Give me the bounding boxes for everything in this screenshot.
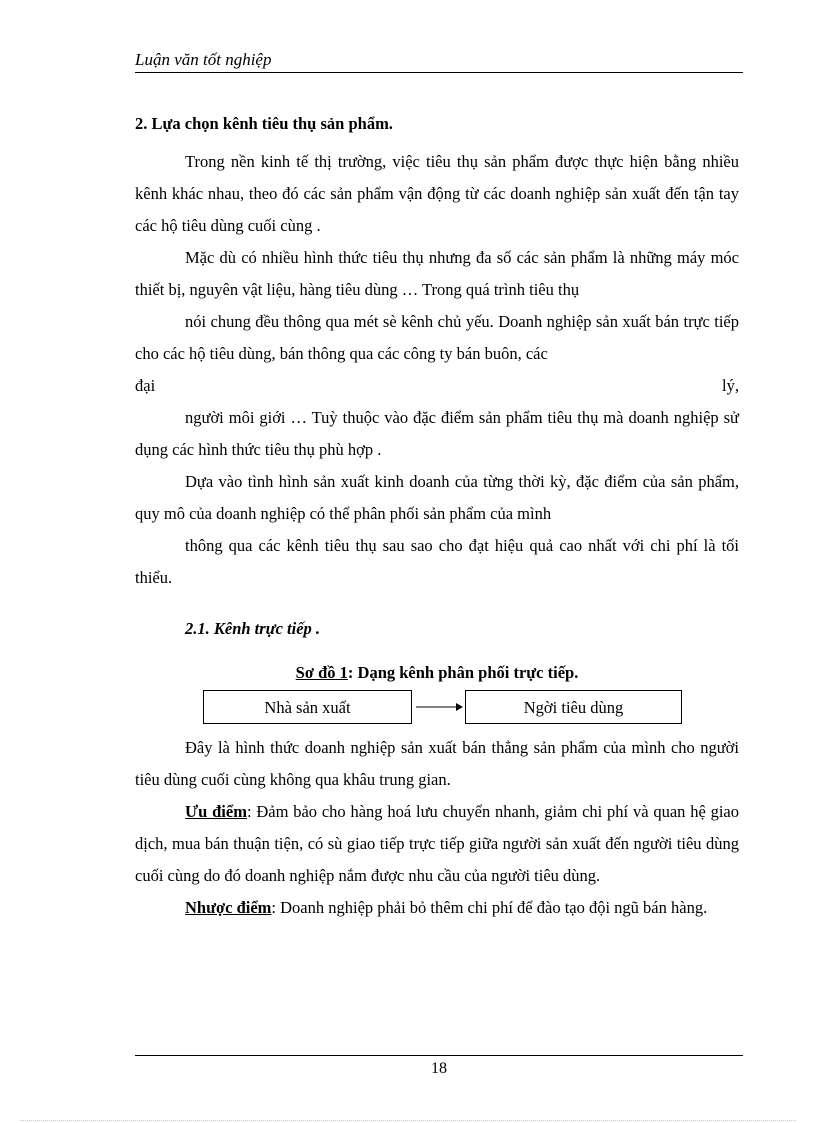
paragraph-3: nói chung đều thông qua mét sè kênh chủ yếu. Doanh nghiệp sản xuất bán trực tiếp cho các hộ tiêu dùng, bán thông qua các công ty bán buôn, các xyxy=(135,312,739,363)
channel-diagram xyxy=(135,690,739,730)
disadvantages-paragraph xyxy=(135,892,739,924)
paragraph-4: người môi giới … Tuỳ thuộc vào đặc điểm sản phẩm tiêu thụ mà doanh nghiệp sử dụng các hình thức tiêu thụ phù hợp . xyxy=(135,408,739,459)
line-right-word: lý, xyxy=(722,376,739,395)
producer-box xyxy=(203,690,412,724)
page-header xyxy=(135,48,743,73)
justified-line xyxy=(135,370,739,402)
caption-text: : Dạng kênh phân phối trực tiếp. xyxy=(347,663,579,682)
paragraph-6: thông qua các kênh tiêu thụ sau sao cho đạt hiệu quả cao nhất với chi phí là tối thiểu. xyxy=(135,536,739,587)
line-left-word: đại xyxy=(135,376,156,395)
advantages-paragraph xyxy=(135,796,739,892)
page-number: 18 xyxy=(431,1060,447,1077)
page-edge-divider xyxy=(20,1120,796,1121)
producer-label: Nhà sản xuất xyxy=(264,698,351,717)
advantages-label: Ưu điểm xyxy=(185,802,247,821)
disadvantages-label: Nhược điểm xyxy=(185,898,272,917)
disadvantages-text: : Doanh nghiệp phải bỏ thêm chi phí để đào tạo đội ngũ bán hàng. xyxy=(271,898,708,917)
diagram-caption xyxy=(135,658,739,688)
caption-label: Sơ đồ 1 xyxy=(295,663,348,682)
section-heading: 2. Lựa chọn kênh tiêu thụ sản phẩm. xyxy=(135,114,393,133)
subsection-heading: 2.1. Kênh trực tiếp . xyxy=(185,619,321,638)
paragraph-2: Mặc dù có nhiều hình thức tiêu thụ nhưng đa số các sản phẩm là những máy móc thiết bị, nguyên vật liệu, hàng tiêu dùng … Trong quá trình tiêu thụ xyxy=(135,248,739,299)
page-content xyxy=(135,112,739,924)
paragraph-1: Trong nền kinh tế thị trường, việc tiêu thụ sản phẩm được thực hiện bằng nhiều kênh khác nhau, theo đó các sản phẩm vận động từ các doanh nghiệp sản xuất đến tận tay các hộ tiêu dùng cuối cùng . xyxy=(135,152,739,235)
paragraph-5: Dựa vào tình hình sản xuất kinh doanh của từng thời kỳ, đặc điểm của sản phẩm, quy mô của doanh nghiệp có thể phân phối sản phẩm của mình xyxy=(135,472,739,523)
arrow-right-icon xyxy=(414,694,464,720)
consumer-box xyxy=(465,690,682,724)
header-title: Luận văn tốt nghiệp xyxy=(135,50,272,69)
consumer-label: Ngời tiêu dùng xyxy=(523,698,624,717)
page-footer xyxy=(135,1055,743,1080)
advantages-text: : Đảm bảo cho hàng hoá lưu chuyển nhanh, giảm chi phí và quan hệ giao dịch, mua bán thuận tiện, có sù giao tiếp trực tiếp giữa người sản xuất đến người tiêu dùng cuối cùng do đó doanh nghiệp nắm được nhu cầu của người tiêu dùng. xyxy=(135,802,740,885)
description-paragraph: Đây là hình thức doanh nghiệp sản xuất bán thẳng sản phẩm của mình cho người tiêu dùng cuối cùng không qua khâu trung gian. xyxy=(135,738,739,789)
